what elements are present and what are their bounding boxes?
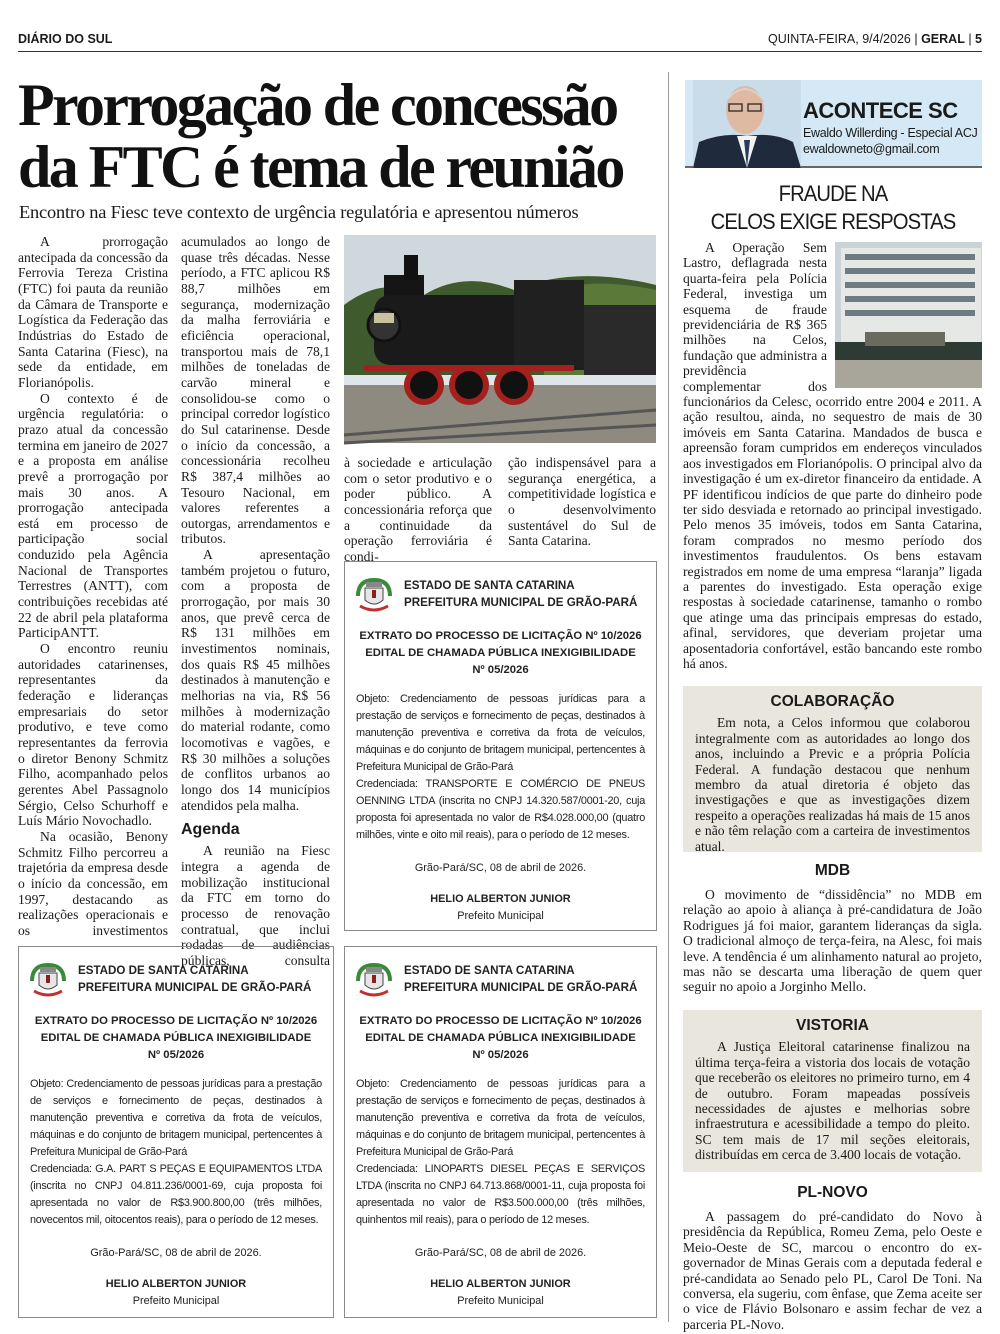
article-column-3 <box>344 455 492 564</box>
notice-header: ESTADO DE SANTA CATARINA PREFEITURA MUNICIPAL DE GRÃO-PARÁ <box>354 574 645 614</box>
pl-novo-heading: PL-NOVO <box>797 1184 868 1201</box>
columnist-byline: Ewaldo Willerding - Especial ACJ <box>803 126 978 140</box>
train-photo <box>344 235 656 443</box>
notice-header: ESTADO DE SANTA CATARINA PREFEITURA MUNICIPAL DE GRÃO-PARÁ <box>28 959 322 999</box>
notice-place-date: Grão-Pará/SC, 08 de abril de 2026. <box>90 1247 262 1259</box>
legal-notice <box>344 946 657 1318</box>
paragraph: A Justiça Eleitoral catarinense finalizou na última terça-feira a vistoria dos locais de votação que receberão os eleitores no primeiro turno, em 4 de outubro. Foram mapeadas possíveis necessidades de ajustes e melhorias sobre infraestrutura e acessibilidade a tempo do pleito. SC tem mais de 17 mil seções eleitorais, distribuídas em cerca de 3.400 locais de votação. <box>695 1039 970 1163</box>
columnist-photo <box>693 80 801 168</box>
notice-place-date: Grão-Pará/SC, 08 de abril de 2026. <box>414 862 587 874</box>
notice-body: Objeto: Credenciamento de pessoas jurídicas para a prestação de serviços e fornecimento de peças, destinados à manutenção preventiva e corretiva da frota de veículos, máquinas e do conjunto de britagem municipal, pertencentes à Prefeitura Municipal de Grão-Pará Credenciada: LINOPARTS DIESEL PEÇAS E SERVIÇOS LTDA (inscrita no CNPJ 64.713.868/0001-11, cuja proposta foi apresentada no valor de R$3.500.000,00 (três milhões, quinhentos mil reais), para o período de 12 meses. <box>356 1078 645 1226</box>
header-info: QUINTA-FEIRA, 9/4/2026 | GERAL | 5 <box>767 32 982 46</box>
paragraph: A Operação Sem Lastro, deflagrada nesta quarta-feira pela Polícia Federal, investiga um esquema de fraude previdenciária de R$ 365 milhões na Celos, fundação que administra a previdência complementar dos funcionários da Celesc, ocorrido entre 2004 e 2011. A ação resultou, ainda, no sequestro de mais de 30 imóveis em Santa Catarina. Mandados de busca e apreensão foram cumpridos em endereços vinculados aos investigados em Florianópolis. O principal alvo da investigação é um ex-diretor financeiro da entidade. A PF identificou indícios de que parte do dinheiro pode ter sido desviada e retornado ao principal investigado. Pelo menos 35 imóveis, todos em Santa Catarina, foram comprados no mesmo período dos investimentos fraudulentos. Os bens estavam registrados em nome de uma empresa “laranja” ligada a parentes do investigado. Esta operação exige respostas à sociedade catarinense, tamanho o rombo que atinge uma das principais empresas do estado, afinal, servidores, que deveriam projetar uma aposentadoria confortável, estão bancando este rombo há anos. <box>683 240 982 671</box>
column-divider <box>668 72 669 1322</box>
paragraph: Na ocasião, Benony Schmitz Filho percorreu a trajetória da empresa desde o início da concessão, em 1997, destacando as realizações operacionais e os investimentos <box>18 828 168 938</box>
paragraph: à sociedade e articulação com o setor produtivo e o poder público. A concessionária reforça que a continuidade da operação ferroviária é condi- <box>344 455 492 564</box>
paragraph: A apresentação também projetou o futuro, com a proposta de prorrogação, por mais 30 anos, que prevê cerca de R$ 131 milhões em investimentos nominais, dos quais R$ 45 milhões destinados à manutenção e melhorias na via, R$ 56 milhões à modernização do material rodante, como locomotivas e vagões, e R$ 30 milhões a soluções de conflitos urbanos ao longo dos 14 municípios atendidos pela malha. <box>181 547 330 813</box>
section-name: GERAL <box>921 32 965 46</box>
paragraph: O contexto é de urgência regulatória: o prazo atual da concessão termina em janeiro de 2027 e a proposta em análise prevê a prorrogação por mais 30 anos. A prorrogação antecipada está em processo de participação social conduzido pela Agência Nacional de Transportes Terrestres (ANTT), com contribuições recebidas até 22 de abril pela plataforma ParticipANTT. <box>18 390 168 641</box>
building-photo <box>835 242 982 388</box>
notice-signer: HELIO ALBERTON JUNIOR <box>430 1278 571 1290</box>
article-column-2 <box>181 234 330 968</box>
paragraph: Em nota, a Celos informou que colaborou integralmente com as autoridades ao longo dos anos, incluindo a Previc e a própria Polícia Federal. A fundação destacou que nenhum membro da atual diretoria é objeto das investigações e que as investigações dizem respeito a operações realizadas há mais de 15 anos e não têm relação com a carteira de investimentos atual. <box>695 715 970 854</box>
notice-body: Objeto: Credenciamento de pessoas jurídicas para a prestação de serviços e fornecimento de peças, destinados à manutenção preventiva e corretiva da frota de veículos, máquinas e do conjunto de britagem municipal, pertencentes à Prefeitura Municipal de Grão-Pará Credenciada: TRANSPORTE E COMÉRCIO DE PNEUS OENNING LTDA (inscrita no CNPJ 14.320.587/0001-20, cuja proposta foi apresentada no valor de R$4.028.000,00 (quatro milhões, vinte e oito mil reais), para o período de 12 meses. <box>356 693 645 841</box>
colaboracao-box <box>683 686 982 852</box>
article-subtitle: Encontro na Fiesc teve contexto de urgência regulatória e apresentou números <box>19 202 579 222</box>
legal-notice <box>18 946 334 1318</box>
notice-signer-role: Prefeito Municipal <box>457 1295 544 1307</box>
notice-title: EXTRATO DO PROCESSO DE LICITAÇÃO Nº 10/2026 EDITAL DE CHAMADA PÚBLICA INEXIGIBILIDADE Nº 05/2026 <box>359 1015 642 1061</box>
column-lead <box>683 240 982 671</box>
paragraph: O encontro reuniu autoridades catarinenses, representantes da federação e lideranças empresariais do setor produtivo, e teve como representantes da ferrovia o diretor Benony Schmitz Filho, acompanhado pelos gerentes Abel Passagnolo Sérgio, Celso Schurhoff e Luís Mário Novochadlo. <box>18 641 168 829</box>
article-column-1 <box>18 234 168 938</box>
notice-title: EXTRATO DO PROCESSO DE LICITAÇÃO Nº 10/2026 EDITAL DE CHAMADA PÚBLICA INEXIGIBILIDADE Nº 05/2026 <box>359 630 642 676</box>
municipal-crest-icon <box>354 574 394 614</box>
edition-date: QUINTA-FEIRA, 9/4/2026 <box>767 32 911 46</box>
municipal-crest-icon <box>354 959 394 999</box>
subheading-agenda: Agenda <box>181 821 240 839</box>
legal-notice <box>344 561 657 931</box>
column-name: ACONTECE SC <box>803 98 958 123</box>
vistoria-box <box>683 1010 982 1172</box>
pl-novo-text: A passagem do pré-candidato do Novo à presidência da República, Romeu Zema, pelo Oeste e Meio-Oeste de SC, marcou o encontro do ex-governador de Minas Gerais com a deputada federal e pré-candidata ao Senado pelo PL, Carol De Toni. Na conversa, ela sugeriu, com ênfase, que Zema aceite ser o vice de Flávio Bolsonaro e assim fechar de vez a parceria PL-Novo. <box>683 1209 982 1332</box>
notice-header: ESTADO DE SANTA CATARINA PREFEITURA MUNICIPAL DE GRÃO-PARÁ <box>354 959 645 999</box>
notice-signer: HELIO ALBERTON JUNIOR <box>430 893 571 905</box>
columnist-email[interactable]: ewaldowneto@gmail.com <box>803 142 940 156</box>
paragraph: ção indispensável para a segurança energética, a competitividade logística e o desenvolvimento sustentável do Sul de Santa Catarina. <box>508 455 656 549</box>
column-title: FRAUDE NA CELOS EXIGE RESPOSTAS <box>710 181 956 234</box>
notice-title: EXTRATO DO PROCESSO DE LICITAÇÃO Nº 10/2026 EDITAL DE CHAMADA PÚBLICA INEXIGIBILIDADE Nº 05/2026 <box>34 1015 318 1061</box>
vistoria-heading: VISTORIA <box>796 1017 869 1034</box>
paragraph: A reunião na Fiesc integra a agenda de mobilização institucional da FTC em torno do processo de renovação contratual, que inclui rodadas de audiências públicas, consulta <box>181 843 330 968</box>
notice-signer-role: Prefeito Municipal <box>457 910 544 922</box>
page-number: 5 <box>975 32 982 46</box>
paragraph: acumulados ao longo de quase três décadas. Nesse período, a FTC aplicou R$ 88,7 milhões em segurança, modernização da malha ferroviária e eficiência operacional, transportou mais de 78,1 milhões de toneladas de carvão mineral e consolidou-se como o principal corredor logístico do Sul catarinense. Desde o início da concessão, a concessionária recolheu R$ 387,4 milhões ao Tesouro Nacional, em valores referentes a outorgas, arrendamentos e tributos. <box>181 234 330 547</box>
page-header <box>18 32 982 52</box>
mdb-text: O movimento de “dissidência” no MDB em relação ao apoio à aliança à pré-candidatura de João Rodrigues já foi maior, garantem lideranças da sigla. O tradicional almoço de terça-feira, na Alesc, foi mais leve. A tendência é um alinhamento natural ao projeto, mas não se descarta uma liberação de quem quer seguir no apoio a Jorginho Mello. <box>683 887 982 995</box>
paragraph: A prorrogação antecipada da concessão da Ferrovia Tereza Cristina (FTC) foi pauta da reunião da Câmara de Transporte e Logística da Federação das Indústrias do Estado de Santa Catarina (Fiesc), na sede da entidade, em Florianópolis. <box>18 234 168 390</box>
colaboracao-heading: COLABORAÇÃO <box>770 693 895 710</box>
article-headline: Prorrogação de concessão da FTC é tema de reunião <box>18 72 623 200</box>
mdb-heading: MDB <box>814 862 851 879</box>
article-column-4 <box>508 455 656 555</box>
notice-signer-role: Prefeito Municipal <box>132 1295 220 1307</box>
notice-body: Objeto: Credenciamento de pessoas jurídicas para a prestação de serviços e fornecimento de peças, destinados à manutenção preventiva e corretiva da frota de veículos, máquinas e do conjunto de britagem municipal, pertencentes à Prefeitura Municipal de Grão-Pará Credenciada: G.A. PART S PEÇAS E EQUIPAMENTOS LTDA (inscrita no CNPJ 04.811.236/0001-69, cuja proposta foi apresentada no valor de R$3.900.800,00 (três milhões, novecentos mil, oitocentos reais), para o período de 12 meses. <box>30 1078 322 1226</box>
column-header <box>685 80 982 168</box>
newspaper-name: DIÁRIO DO SUL <box>18 32 113 46</box>
municipal-crest-icon <box>28 959 68 999</box>
notice-place-date: Grão-Pará/SC, 08 de abril de 2026. <box>414 1247 587 1259</box>
notice-signer: HELIO ALBERTON JUNIOR <box>105 1278 247 1290</box>
